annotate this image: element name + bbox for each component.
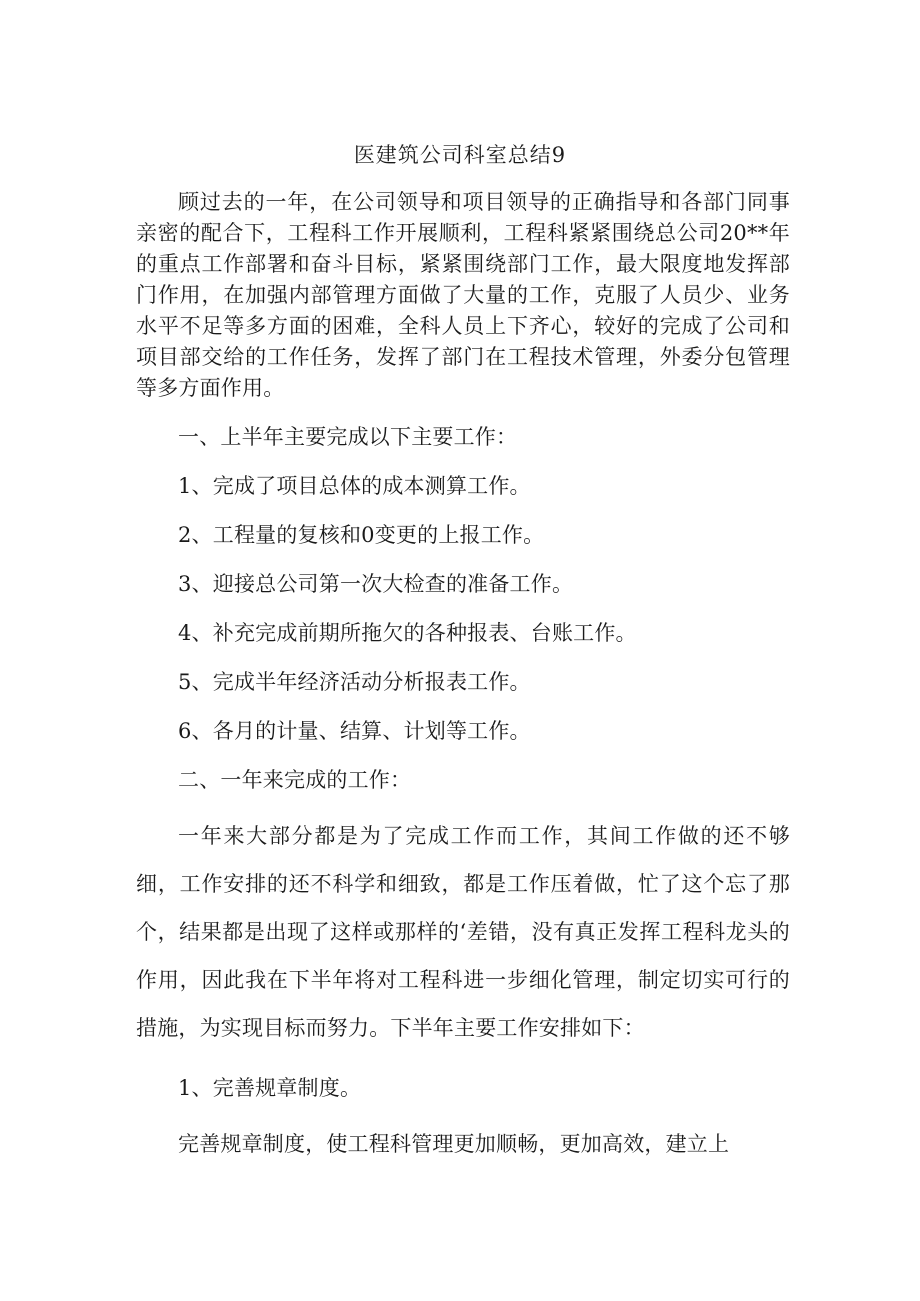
list-item: 3、迎接总公司第一次大检查的准备工作。 [178,572,574,596]
list-item: 6、各月的计量、结算、计划等工作。 [178,719,531,743]
list-item: 4、补充完成前期所拖欠的各种报表、台账工作。 [178,621,637,645]
document-title: 医建筑公司科室总结9 [353,143,567,167]
list-item: 1、完成了项目总体的成本测算工作。 [178,474,531,498]
intro-paragraph: 顾过去的一年，在公司领导和项目领导的正确指导和各部门同事亲密的配合下，工程科工作开展顺利，工程科紧紧围绕总公司20**年的重点工作部署和奋斗目标，紧紧围绕部门工作，最大限度地发挥部门作用，在加强内部管理方面做了大量的工作，克服了人员少、业务水平不足等多方面的困难，全科人员上下齐心，较好的完成了公司和项目部交给的工作任务，发挥了部门在工程技术管理，外委分包管理等多方面作用。 [136,190,790,400]
document-body [136,187,790,1168]
closing-paragraph: 完善规章制度，使工程科管理更加顺畅，更加高效，建立上 [178,1132,730,1156]
list-item: 1、完善规章制度。 [178,1076,362,1100]
section-heading-first-half: 一、上半年主要完成以下主要工作： [178,425,518,449]
list-item: 5、完成半年经济活动分析报表工作。 [178,670,531,694]
section-heading-year-work: 二、一年来完成的工作： [178,768,412,792]
list-item: 2、工程量的复核和0变更的上报工作。 [178,523,545,547]
review-paragraph: 一年来大部分都是为了完成工作而工作，其间工作做的还不够细，工作安排的还不科学和细致，都是工作压着做，忙了这个忘了那个，结果都是出现了这样或那样的‘差错，没有真正发挥工程科龙头的作用，因此我在下半年将对工程科进一步细化管理，制定切实可行的措施，为实现目标而努力。下半年主要工作安排如下： [136,824,790,1040]
